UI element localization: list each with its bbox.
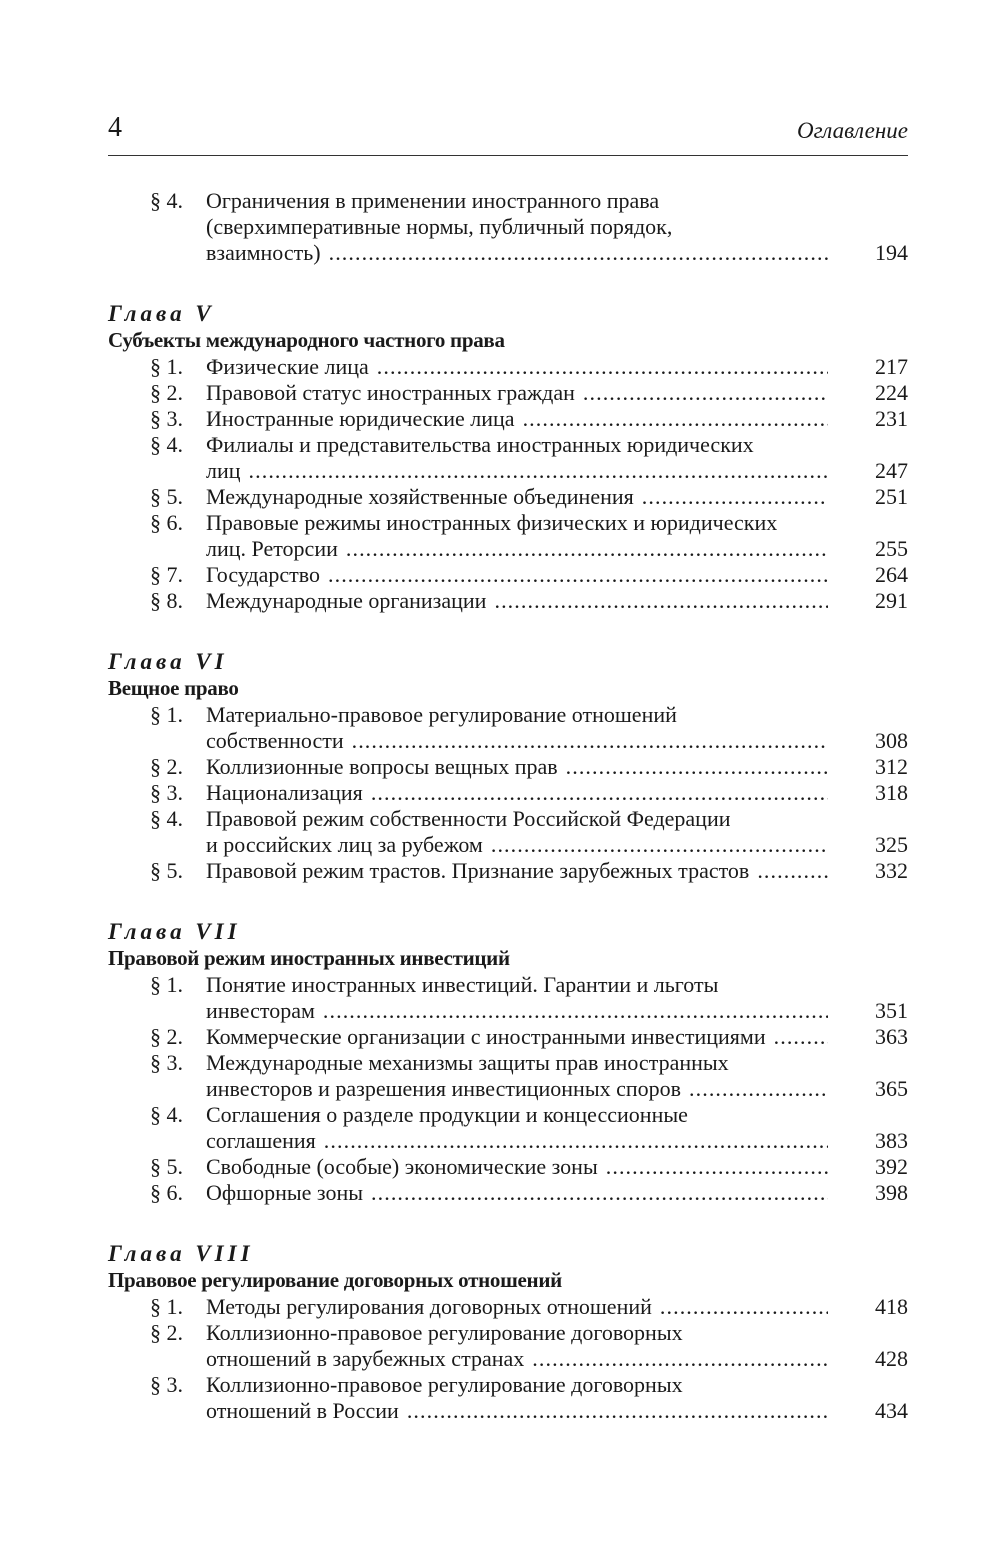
page-reference: 264 — [875, 562, 908, 587]
section-title-line: Понятие иностранных инвестиций. Гарантии и льготы — [206, 972, 719, 997]
page-number: 4 — [108, 112, 122, 143]
section-title-last-line — [206, 484, 828, 510]
toc-chapter — [108, 1240, 908, 1424]
page-reference: 194 — [875, 240, 908, 265]
section-title — [206, 702, 828, 754]
section-title-text: лиц — [206, 458, 241, 483]
chapter-label: Глава V — [108, 301, 215, 326]
section-title-last-line — [206, 1294, 828, 1320]
section-number: § 4. — [150, 188, 183, 213]
toc-entry — [108, 562, 908, 588]
page-reference: 312 — [875, 754, 908, 779]
section-title-last-line — [206, 832, 828, 858]
chapter-title: Правовое регулирование договорных отношений — [108, 1268, 562, 1292]
page-reference: 247 — [875, 458, 908, 483]
section-title-last-line — [206, 1346, 828, 1372]
section-number: § 3. — [150, 780, 183, 805]
dot-leader — [766, 1024, 828, 1050]
section-title-line: Коллизионно-правовое регулирование договорных — [206, 1372, 683, 1397]
section-title-last-line — [206, 354, 828, 380]
toc-entry — [108, 406, 908, 432]
section-title-text: Национализация — [206, 780, 363, 805]
section-title-text: Физические лица — [206, 354, 369, 379]
toc-entry — [108, 484, 908, 510]
dot-leader — [558, 754, 828, 780]
section-title — [206, 780, 828, 806]
toc-entry — [108, 1154, 908, 1180]
section-title-text: Правовой режим трастов. Признание зарубежных трастов — [206, 858, 750, 883]
page-reference: 224 — [875, 380, 908, 405]
section-title-last-line — [206, 588, 828, 614]
section-title-last-line — [206, 780, 828, 806]
section-title-last-line — [206, 1154, 828, 1180]
section-title-line: (сверхимперативные нормы, публичный порядок, — [206, 214, 673, 239]
section-title-text: взаимность) — [206, 240, 321, 265]
section-title — [206, 1154, 828, 1180]
section-title-last-line — [206, 1398, 828, 1424]
section-title — [206, 1180, 828, 1206]
page-reference: 351 — [875, 998, 908, 1023]
section-number: § 6. — [150, 1180, 183, 1205]
page-reference: 365 — [875, 1076, 908, 1101]
section-title-text: Офшорные зоны — [206, 1180, 364, 1205]
toc-entry — [108, 380, 908, 406]
page-reference: 251 — [875, 484, 908, 509]
section-number: § 1. — [150, 702, 183, 727]
section-title-text: Коммерческие организации с иностранными инвестициями — [206, 1024, 766, 1049]
section-title — [206, 1372, 828, 1424]
section-number: § 2. — [150, 380, 183, 405]
section-number: § 1. — [150, 972, 183, 997]
section-title-last-line — [206, 728, 828, 754]
section-title — [206, 432, 828, 484]
section-title-text: инвесторов и разрешения инвестиционных споров — [206, 1076, 682, 1101]
page-reference: 325 — [875, 832, 908, 857]
section-title-last-line — [206, 1024, 828, 1050]
toc-entry — [108, 972, 908, 1024]
section-title — [206, 972, 828, 1024]
section-title-line: Ограничения в применении иностранного права — [206, 188, 660, 213]
section-title-last-line — [206, 458, 828, 484]
toc-entry — [108, 510, 908, 562]
section-title — [206, 188, 828, 266]
page-reference: 392 — [875, 1154, 908, 1179]
chapter-label: Глава VI — [108, 649, 228, 674]
section-title — [206, 406, 828, 432]
section-title-text: собственности — [206, 728, 344, 753]
section-number: § 2. — [150, 1024, 183, 1049]
section-title-last-line — [206, 754, 828, 780]
dot-leader — [315, 998, 828, 1024]
section-title — [206, 510, 828, 562]
section-title-last-line — [206, 562, 828, 588]
section-title-text: Правовой статус иностранных граждан — [206, 380, 575, 405]
page-reference: 308 — [875, 728, 908, 753]
dot-leader — [749, 858, 828, 884]
section-title-text: Международные организации — [206, 588, 487, 613]
section-number: § 1. — [150, 1294, 183, 1319]
dot-leader — [598, 1154, 828, 1180]
section-title-text: инвесторам — [206, 998, 315, 1023]
chapter-title: Правовой режим иностранных инвестиций — [108, 946, 510, 970]
section-title-line: Филиалы и представительства иностранных юридических — [206, 432, 754, 457]
toc-entry — [108, 702, 908, 754]
section-title-last-line — [206, 380, 828, 406]
section-title — [206, 1102, 828, 1154]
toc-entry — [108, 1102, 908, 1154]
dot-leader — [316, 1128, 828, 1154]
page-reference: 318 — [875, 780, 908, 805]
dot-leader — [515, 406, 828, 432]
section-title-line: Соглашения о разделе продукции и концессионные — [206, 1102, 688, 1127]
toc-chapter — [108, 918, 908, 1206]
section-title — [206, 484, 828, 510]
dot-leader — [320, 562, 828, 588]
toc-entry — [108, 1294, 908, 1320]
dot-leader — [486, 588, 828, 614]
toc-entry — [108, 432, 908, 484]
section-number: § 2. — [150, 754, 183, 779]
page-reference: 332 — [875, 858, 908, 883]
section-title — [206, 1050, 828, 1102]
section-title-line: Правовой режим собственности Российской Федерации — [206, 806, 731, 831]
section-title-last-line — [206, 1076, 828, 1102]
page-reference: 383 — [875, 1128, 908, 1153]
section-title — [206, 588, 828, 614]
page-reference: 291 — [875, 588, 908, 613]
section-number: § 2. — [150, 1320, 183, 1345]
page-reference: 217 — [875, 354, 908, 379]
header-rule — [108, 155, 908, 156]
toc-entry — [108, 354, 908, 380]
section-title-last-line — [206, 536, 828, 562]
section-title — [206, 1024, 828, 1050]
section-title-last-line — [206, 1180, 828, 1206]
section-number: § 7. — [150, 562, 183, 587]
section-title-text: отношений в России — [206, 1398, 399, 1423]
dot-leader — [363, 780, 828, 806]
chapter-title: Субъекты международного частного права — [108, 328, 505, 352]
section-number: § 4. — [150, 432, 183, 457]
dot-leader — [524, 1346, 828, 1372]
section-title-line: Материально-правовое регулирование отношений — [206, 702, 677, 727]
section-number: § 1. — [150, 354, 183, 379]
section-title — [206, 380, 828, 406]
dot-leader — [321, 240, 828, 266]
section-title-text: Свободные (особые) экономические зоны — [206, 1154, 598, 1179]
chapter-label: Глава VIII — [108, 1241, 254, 1266]
dot-leader — [369, 354, 828, 380]
section-number: § 3. — [150, 1372, 183, 1397]
running-title: Оглавление — [796, 118, 908, 143]
toc-entry — [108, 754, 908, 780]
section-title-text: отношений в зарубежных странах — [206, 1346, 525, 1371]
section-title-last-line — [206, 406, 828, 432]
dot-leader — [483, 832, 828, 858]
dot-leader — [399, 1398, 828, 1424]
dot-leader — [575, 380, 828, 406]
section-title-line: Международные механизмы защиты прав иностранных — [206, 1050, 729, 1075]
section-title-last-line — [206, 858, 828, 884]
section-title-last-line — [206, 1128, 828, 1154]
dot-leader — [363, 1180, 828, 1206]
chapter-title: Вещное право — [108, 676, 239, 700]
toc-entry — [108, 1372, 908, 1424]
page-reference: 363 — [875, 1024, 908, 1049]
page-reference: 231 — [875, 406, 908, 431]
section-title — [206, 562, 828, 588]
section-number: § 4. — [150, 806, 183, 831]
section-title-text: и российских лиц за рубежом — [206, 832, 483, 857]
toc-entry — [108, 806, 908, 858]
dot-leader — [681, 1076, 828, 1102]
section-number: § 8. — [150, 588, 183, 613]
dot-leader — [634, 484, 828, 510]
section-title-line: Коллизионно-правовое регулирование договорных — [206, 1320, 683, 1345]
section-number: § 3. — [150, 406, 183, 431]
section-title-text: Иностранные юридические лица — [206, 406, 515, 431]
page-reference: 428 — [875, 1346, 908, 1371]
toc-entry — [108, 1050, 908, 1102]
section-number: § 4. — [150, 1102, 183, 1127]
toc-chapter — [108, 300, 908, 614]
section-title — [206, 354, 828, 380]
toc-entry — [108, 1180, 908, 1206]
section-title-line: Правовые режимы иностранных физических и юридических — [206, 510, 778, 535]
section-title-last-line — [206, 240, 828, 266]
section-title-text: Международные хозяйственные объединения — [206, 484, 634, 509]
section-number: § 5. — [150, 1154, 183, 1179]
dot-leader — [344, 728, 828, 754]
toc-entry — [108, 1320, 908, 1372]
section-number: § 3. — [150, 1050, 183, 1075]
toc-entry — [108, 588, 908, 614]
book-page — [108, 0, 908, 1458]
toc-chapter — [108, 188, 908, 266]
section-number: § 6. — [150, 510, 183, 535]
section-title-text: Государство — [206, 562, 320, 587]
section-number: § 5. — [150, 858, 183, 883]
dot-leader — [241, 458, 828, 484]
section-title-text: соглашения — [206, 1128, 316, 1153]
toc-entry — [108, 1024, 908, 1050]
section-title — [206, 1320, 828, 1372]
page-reference: 418 — [875, 1294, 908, 1319]
page-header — [108, 0, 908, 158]
section-title — [206, 754, 828, 780]
section-title-last-line — [206, 998, 828, 1024]
toc-entry — [108, 188, 908, 266]
section-title — [206, 806, 828, 858]
toc-entry — [108, 858, 908, 884]
chapter-label: Глава VII — [108, 919, 241, 944]
section-title-text: лиц. Реторсии — [206, 536, 338, 561]
dot-leader — [652, 1294, 828, 1320]
section-title — [206, 858, 828, 884]
section-title — [206, 1294, 828, 1320]
toc-chapter — [108, 648, 908, 884]
section-title-text: Коллизионные вопросы вещных прав — [206, 754, 558, 779]
page-reference: 255 — [875, 536, 908, 561]
toc-entry — [108, 780, 908, 806]
page-reference: 398 — [875, 1180, 908, 1205]
section-title-text: Методы регулирования договорных отношений — [206, 1294, 652, 1319]
dot-leader — [338, 536, 828, 562]
table-of-contents — [108, 188, 908, 1424]
section-number: § 5. — [150, 484, 183, 509]
page-reference: 434 — [875, 1398, 908, 1423]
